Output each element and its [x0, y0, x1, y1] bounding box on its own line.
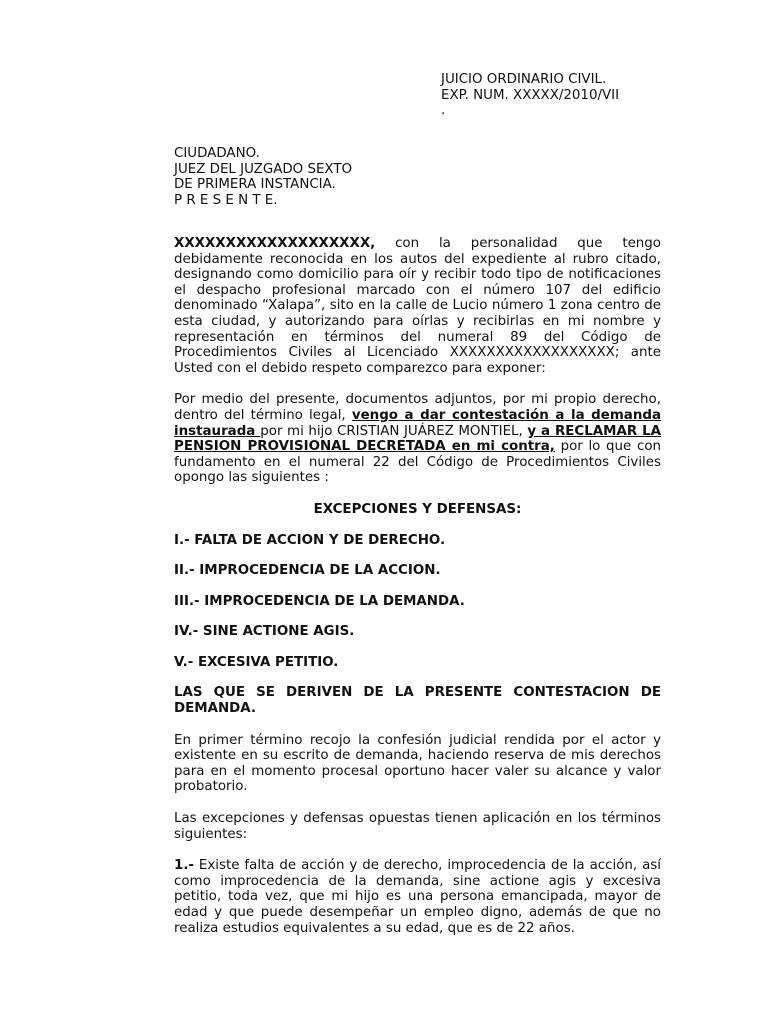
point-1-text: Existe falta de acción y de derecho, improcedencia de la acción, así como improcedencia de la demanda, sine actione agis y excesiva petitio, toda vez, que mi hijo es una persona emancipada, mayor de edad y que puede desempeñar un empleo digno, además de que no realiza estudios equivalentes a su edad, que es de 22 años.: [174, 858, 661, 936]
exception-item: IV.- SINE ACTIONE AGIS.: [174, 624, 355, 640]
addressee-line-2: JUEZ DEL JUZGADO SEXTO: [174, 161, 353, 177]
derived-exceptions: LAS QUE SE DERIVEN DE LA PRESENTE CONTESTACION DE DEMANDA.: [174, 685, 661, 717]
intro-text: con la personalidad que tengo debidamente reconocida en los autos del expediente al rubro citado, designando como domicilio para oír y recibir todo tipo de notificaciones el despacho profesional marcado con el número 107 del edificio denominado “Xalapa”, sito en la calle de Lucio número 1 zona centro de esta ciudad, y autorizando para oírlas y recibirlas en mi nombre y representación en términos del numeral 89 del Código de Procedimientos Civiles al Licenciado XXXXXXXXXXXXXXXXXX; ante Usted con el debido respeto comparezco para exponer:: [174, 236, 661, 376]
exception-item: I.- FALTA DE ACCION Y DE DERECHO.: [174, 532, 446, 548]
point-number: 1.-: [174, 858, 194, 874]
case-type: JUICIO ORDINARIO CIVIL.: [441, 72, 607, 87]
response-text-1: Por medio del presente, documentos adjuntos, por mi propio derecho, dentro del término legal,: [174, 392, 661, 423]
application-paragraph: Las excepciones y defensas opuestas tienen aplicación en los términos siguientes:: [174, 811, 661, 842]
addressee-line-3: DE PRIMERA INSTANCIA.: [174, 177, 336, 193]
response-emphasis-2: y a RECLAMAR LA PENSION PROVISIONAL DECRETADA en mi contra,: [174, 423, 662, 455]
exception-item: V.- EXCESIVA PETITIO.: [174, 654, 339, 670]
response-text-3: por lo que con fundamento en el numeral 22 del Código de Procedimientos Civiles opongo las siguientes :: [174, 439, 662, 486]
document-body: [174, 236, 661, 936]
addressee-line-1: CIUDADANO.: [174, 146, 260, 161]
party-name: XXXXXXXXXXXXXXXXXXX,: [174, 236, 376, 251]
case-header-dot: .: [441, 103, 446, 119]
response-text-2: por mi hijo CRISTIAN JUÁREZ MONTIEL,: [260, 423, 528, 439]
confession-paragraph: En primer término recojo la confesión judicial rendida por el actor y existente en su escrito de demanda, haciendo reserva de mis derechos para en el momento procesal oportuno hacer valer su alcance y valor probatorio.: [174, 732, 661, 795]
response-paragraph: [174, 392, 661, 486]
point-1-paragraph: [174, 858, 661, 936]
intro-paragraph: [174, 236, 661, 376]
case-header: [441, 72, 681, 119]
case-number: EXP. NUM. XXXXX/2010/VII: [441, 87, 620, 103]
addressee-block: [174, 146, 352, 208]
addressee-line-4: P R E S E N T E.: [174, 192, 278, 208]
exception-item: III.- IMPROCEDENCIA DE LA DEMANDA.: [174, 593, 465, 609]
response-emphasis-1: vengo a dar contestación a la demanda instaurada: [174, 407, 661, 439]
exceptions-title: EXCEPCIONES Y DEFENSAS:: [313, 501, 522, 517]
exception-item: II.- IMPROCEDENCIA DE LA ACCION.: [174, 563, 441, 579]
